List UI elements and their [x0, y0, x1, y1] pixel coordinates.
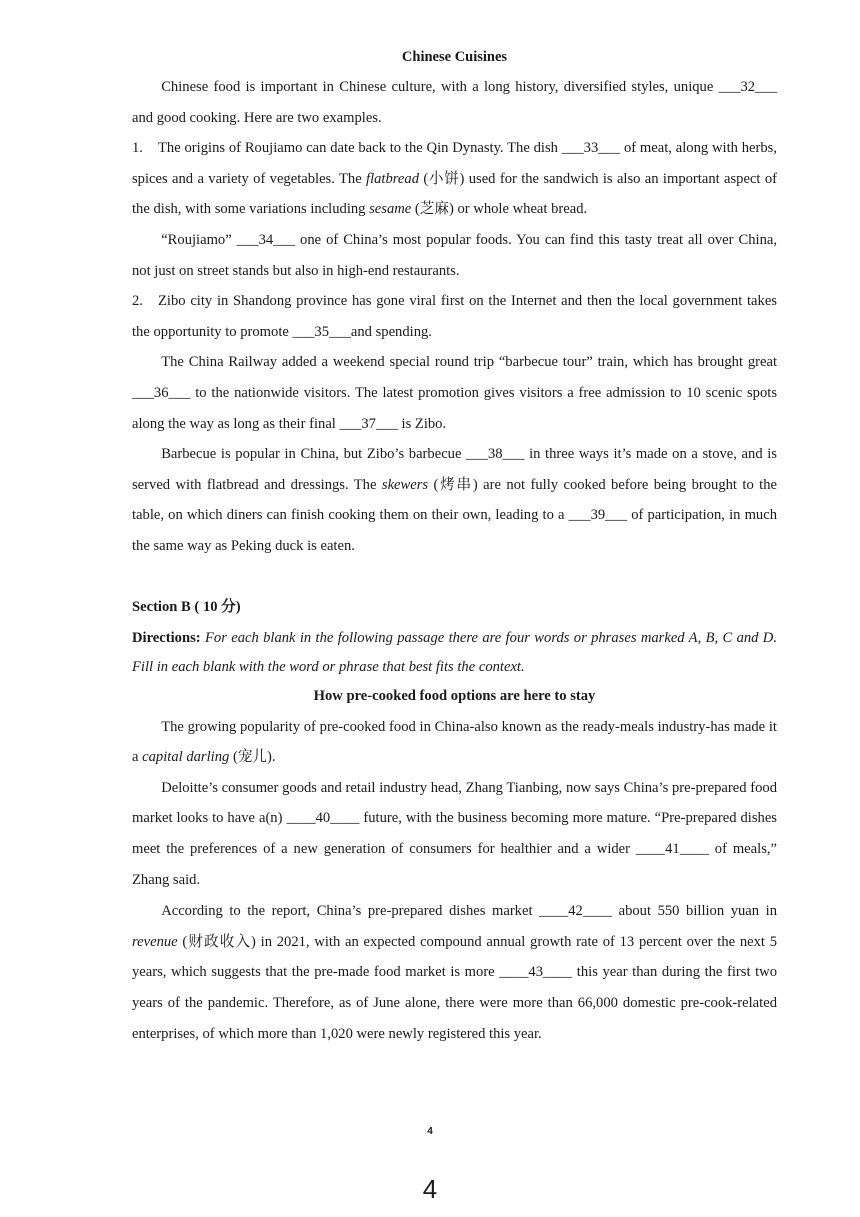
p3-text-b: (财政收入) in 2021, with an expected compound annual growth rate of 13 percent over the next 5 years, which suggests that the pre-made food market is more ____43____ this year than during the first two years of the pandemic. Therefore, as of June alone, there were more than 66,000 domestic pre-cook-related enterprises, of which more than 1,020 were newly registered this year.: [132, 933, 777, 1043]
directions-text: For each blank in the following passage there are four words or phrases marked A, B, C and D. Fill in each blank with the word or phrase that best fits the context.: [132, 629, 777, 675]
passage-title-chinese-cuisines: Chinese Cuisines: [401, 49, 508, 65]
directions-paragraph: [132, 624, 777, 682]
barbecue-text-a: Barbecue is popular in China, but Zibo’s barbecue ___38___ in three ways it’s made on a stove, and is served with flatbread and dressings. The: [132, 446, 777, 493]
section-b-heading: Section B ( 10 分): [132, 598, 241, 615]
item-1-roujiamo-origins: [132, 133, 777, 225]
directions-label: Directions:: [132, 629, 201, 646]
item-2-text: Zibo city in Shandong province has gone viral first on the Internet and then the local government takes the opportunity to promote ___35___and spending.: [132, 293, 777, 340]
term-flatbread: flatbread: [366, 170, 419, 187]
item-1-text-b: (小饼) used for the sandwich is also an important aspect of the dish, with some variations including: [132, 170, 777, 218]
barbecue-paragraph: [132, 439, 777, 561]
item-2-number: 2.: [132, 293, 143, 310]
item-1-text-a: The origins of Roujiamo can date back to the Qin Dynasty. The dish ___33___ of meat, along with herbs, spices and a variety of vegetables. The: [132, 140, 777, 187]
item-2-zibo: [132, 286, 777, 347]
pre-cooked-paragraph-3: [132, 896, 777, 1050]
p1-text-b: (宠儿).: [229, 749, 276, 766]
intro-paragraph: Chinese food is important in Chinese culture, with a long history, diversified styles, unique ___32___ and good cooking. Here are two examples.: [132, 79, 777, 126]
term-revenue: revenue: [132, 933, 178, 950]
p1-text-a: The growing popularity of pre-cooked food in China-also known as the ready-meals industry-has made it a: [132, 718, 777, 766]
document-body: [132, 44, 777, 1050]
page-number-small: 4: [427, 1126, 433, 1137]
p3-text-a: According to the report, China’s pre-prepared dishes market ____42____ about 550 billion yuan in: [161, 902, 777, 919]
roujiamo-popularity-paragraph: “Roujiamo” ___34___ one of China’s most popular foods. You can find this tasty treat all over China, not just on street stands but also in high-end restaurants.: [132, 231, 777, 279]
passage-title-pre-cooked: How pre-cooked food options are here to stay: [313, 687, 596, 704]
railway-paragraph: The China Railway added a weekend special round trip “barbecue tour” train, which has brought great ___36___ to the nationwide visitors. The latest promotion gives visitors a free admission to 10 scenic spots along the way as long as their final ___37___ is Zibo.: [132, 354, 777, 432]
term-skewers: skewers: [381, 476, 429, 493]
barbecue-text-b: (烤串) are not fully cooked before being brought to the table, on which diners can finish cooking them on their own, leading to a ___39___ of participation, in much the same way as Peking duck is eaten.: [132, 476, 777, 554]
pre-cooked-paragraph-1: [132, 712, 777, 773]
item-1-number: 1.: [132, 140, 143, 157]
page-number-large: 4: [422, 1174, 438, 1204]
term-capital-darling: capital darling: [142, 749, 230, 766]
pre-cooked-paragraph-2: Deloitte’s consumer goods and retail industry head, Zhang Tianbing, now says China’s pre-prepared food market looks to have a(n) ____40____ future, with the business becoming more mature. “Pre-prepared dishes meet the preferences of a new generation of consumers for healthier and a wider ____41____ of meals,” Zhang said.: [132, 779, 777, 889]
item-1-text-c: (芝麻) or whole wheat bread.: [411, 201, 588, 218]
term-sesame: sesame: [369, 201, 412, 218]
